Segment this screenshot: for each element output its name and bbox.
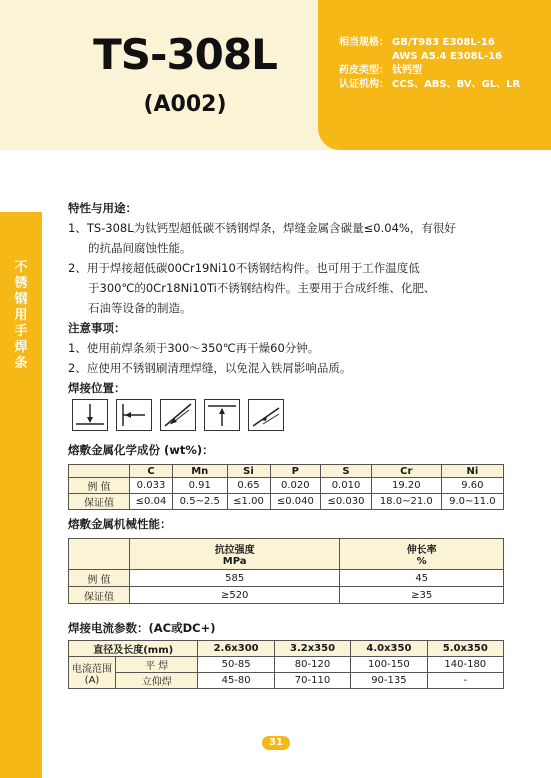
- table-row: [69, 587, 504, 604]
- feature-text: 1、TS-308L为钛钙型超低碳不锈钢焊条，焊缝金属含碳量≤0.04%，有很好: [68, 221, 456, 235]
- table-cell: 0.5~2.5: [173, 494, 228, 510]
- table-row: [69, 494, 504, 510]
- spec-key: [339, 50, 392, 64]
- table-cell: 9.0~11.0: [441, 494, 503, 510]
- section-heading: 特性与用途：: [68, 201, 137, 215]
- mech-title: 熔敷金属机械性能：: [68, 517, 172, 531]
- fillet-position-icon: [248, 399, 284, 431]
- row-label: 例 值: [69, 478, 130, 494]
- current-table: [68, 640, 504, 689]
- header-cell: C: [130, 465, 173, 478]
- page-number: 31: [262, 736, 290, 750]
- spec-row: [339, 64, 544, 78]
- table-cell: 0.033: [130, 478, 173, 494]
- side-char: 钢: [14, 292, 28, 307]
- header-cell: S: [321, 465, 372, 478]
- table-cell: ≤0.030: [321, 494, 372, 510]
- table-cell: 585: [130, 570, 340, 587]
- side-tab-label: [12, 260, 30, 372]
- product-title: TS-308L: [93, 30, 277, 79]
- table-cell: 0.91: [173, 478, 228, 494]
- range-label: 电流范围: [72, 663, 112, 675]
- table-cell: ≤1.00: [227, 494, 270, 510]
- table-cell: 0.020: [270, 478, 321, 494]
- table-cell: -: [427, 673, 503, 689]
- header-cell: [69, 465, 130, 478]
- description: [68, 198, 508, 398]
- table-cell: ≥520: [130, 587, 340, 604]
- table-row: [69, 478, 504, 494]
- header-cell: [69, 539, 130, 570]
- spec-value: 钛钙型: [392, 65, 422, 76]
- row-label: 立仰焊: [116, 673, 198, 689]
- table-cell: 100-150: [351, 657, 427, 673]
- header-cell: 2.6x300: [198, 641, 274, 657]
- table-cell: ≤0.04: [130, 494, 173, 510]
- row-label: [69, 657, 116, 689]
- unit-label: (A): [84, 674, 100, 686]
- table-cell: 9.60: [441, 478, 503, 494]
- flat-position-icon: [72, 399, 108, 431]
- note-text: 1、使用前焊条须于300～350℃再干燥60分钟。: [68, 341, 320, 355]
- chem-table: [68, 464, 504, 510]
- overhead-position-icon: [204, 399, 240, 431]
- side-char: 锈: [14, 276, 28, 291]
- table-cell: 140-180: [427, 657, 503, 673]
- header-unit: %: [416, 556, 427, 567]
- table-row: [69, 570, 504, 587]
- spec-row: [339, 78, 544, 92]
- product-code: (A002): [143, 92, 227, 117]
- spec-list: [339, 36, 544, 92]
- header-cell: Si: [227, 465, 270, 478]
- table-cell: 45-80: [198, 673, 274, 689]
- table-cell: 80-120: [274, 657, 350, 673]
- table-cell: 50-85: [198, 657, 274, 673]
- spec-key: 相当规格：: [339, 37, 389, 48]
- header-cell: 直径及长度(mm): [69, 641, 198, 657]
- row-label: 保证值: [69, 587, 130, 604]
- header-cell: 4.0x350: [351, 641, 427, 657]
- header-unit: MPa: [222, 556, 247, 567]
- header-cell: 3.2x350: [274, 641, 350, 657]
- side-char: 条: [14, 356, 28, 371]
- feature-text: 石油等设备的制造。: [88, 301, 192, 315]
- row-label: 例 值: [69, 570, 130, 587]
- table-cell: 19.20: [371, 478, 441, 494]
- table-cell: 70-110: [274, 673, 350, 689]
- feature-text: 的抗晶间腐蚀性能。: [88, 241, 192, 255]
- mech-table: [68, 538, 504, 604]
- spec-value: AWS A5.4 E308L-16: [392, 51, 503, 62]
- spec-key: 认证机构：: [339, 79, 389, 90]
- header-label: 抗拉强度: [214, 545, 255, 556]
- table-cell: ≥35: [340, 587, 504, 604]
- row-label: 保证值: [69, 494, 130, 510]
- chem-title: 熔敷金属化学成份 (wt%)：: [68, 443, 214, 457]
- side-char: 手: [14, 324, 28, 339]
- note-text: 2、应使用不锈钢刷清理焊缝，以免混入铁屑影响品质。: [68, 361, 352, 375]
- side-char: 用: [14, 308, 28, 323]
- vertical-position-icon: [160, 399, 196, 431]
- table-cell: 45: [340, 570, 504, 587]
- horizontal-position-icon: [116, 399, 152, 431]
- table-cell: 90-135: [351, 673, 427, 689]
- current-title: 焊接电流参数：(AC或DC+): [68, 621, 216, 635]
- row-label: 平 焊: [116, 657, 198, 673]
- table-header-row: [69, 641, 504, 657]
- welding-positions: [72, 399, 284, 431]
- table-header-row: [69, 465, 504, 478]
- header-cell: 5.0x350: [427, 641, 503, 657]
- table-header-row: [69, 539, 504, 570]
- header-label: 伸长率: [406, 545, 437, 556]
- feature-text: 于300℃的0Cr18Ni10Ti不锈钢结构件。主要用于合成纤维、化肥、: [88, 281, 436, 295]
- header-cell: P: [270, 465, 321, 478]
- side-char: 焊: [14, 340, 28, 355]
- table-cell: 0.010: [321, 478, 372, 494]
- header-cell: Cr: [371, 465, 441, 478]
- side-char: 不: [14, 260, 28, 275]
- table-cell: ≤0.040: [270, 494, 321, 510]
- table-cell: 0.65: [227, 478, 270, 494]
- section-heading: 注意事项：: [68, 321, 126, 335]
- header-cell: Mn: [173, 465, 228, 478]
- header-cell: Ni: [441, 465, 503, 478]
- spec-value: CCS、ABS、BV、GL、LR: [392, 79, 521, 90]
- table-row: [69, 673, 504, 689]
- feature-text: 2、用于焊接超低碳00Cr19Ni10不锈钢结构件。也可用于工作温度低: [68, 261, 420, 275]
- table-row: [69, 657, 504, 673]
- section-heading: 焊接位置：: [68, 381, 126, 395]
- spec-key: 药皮类型：: [339, 65, 389, 76]
- spec-row: [339, 36, 544, 50]
- header-cell: [340, 539, 504, 570]
- table-cell: 18.0~21.0: [371, 494, 441, 510]
- header-cell: [130, 539, 340, 570]
- spec-row: [339, 50, 544, 64]
- spec-value: GB/T983 E308L-16: [392, 37, 495, 48]
